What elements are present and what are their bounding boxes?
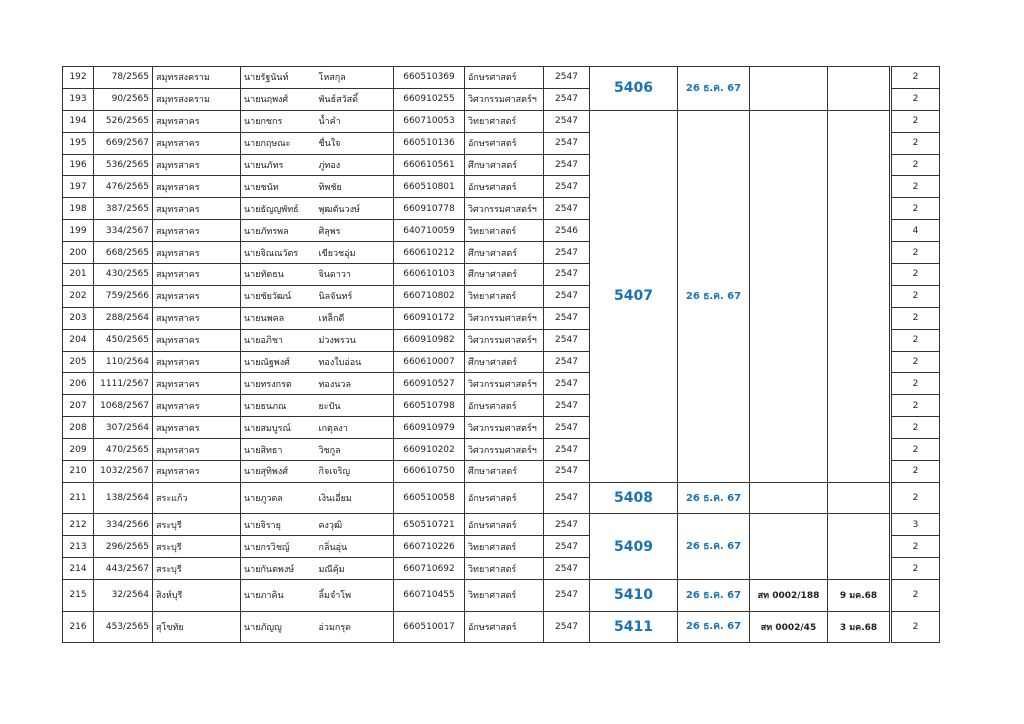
last-name: กลิ่นอุ่น [316, 536, 394, 558]
reference-number: 526/2565 [94, 110, 153, 132]
last-name: โหสกุล [316, 67, 394, 89]
first-name: นายจิรายุ [241, 514, 316, 536]
faculty: วิศวกรรมศาสตร์ฯ [465, 417, 544, 439]
faculty: ศึกษาศาสตร์ [465, 154, 544, 176]
issue-date: 26 ธ.ค. 67 [678, 482, 750, 514]
last-name: ภู่ทอง [316, 154, 394, 176]
first-name: นายรัฐนันท์ [241, 67, 316, 89]
province: สุโขทัย [153, 611, 241, 643]
count: 2 [892, 176, 940, 198]
count: 2 [892, 110, 940, 132]
doc-number [750, 110, 828, 482]
birth-year: 2547 [544, 176, 590, 198]
reference-number: 668/2565 [94, 242, 153, 264]
student-id: 660510801 [394, 176, 465, 198]
row-number: 196 [63, 154, 94, 176]
last-name: คงวุฒิ [316, 514, 394, 536]
row-number: 204 [63, 329, 94, 351]
doc-date [828, 514, 890, 580]
table-row [63, 67, 940, 89]
province: สมุทรสาคร [153, 329, 241, 351]
faculty: วิทยาศาสตร์ [465, 220, 544, 242]
faculty: ศึกษาศาสตร์ [465, 242, 544, 264]
last-name: เหล็กดี [316, 307, 394, 329]
reference-number: 288/2564 [94, 307, 153, 329]
first-name: นายกันตพงษ์ [241, 558, 316, 580]
row-number: 200 [63, 242, 94, 264]
row-number: 215 [63, 580, 94, 612]
table-row [63, 482, 940, 514]
province: สมุทรสาคร [153, 264, 241, 286]
birth-year: 2547 [544, 264, 590, 286]
row-number: 207 [63, 395, 94, 417]
first-name: นายกชกร [241, 110, 316, 132]
faculty: วิศวกรรมศาสตร์ฯ [465, 198, 544, 220]
province: สมุทรสาคร [153, 176, 241, 198]
birth-year: 2547 [544, 307, 590, 329]
doc-number: สท 0002/188 [750, 580, 828, 612]
row-number: 212 [63, 514, 94, 536]
doc-number [750, 482, 828, 514]
student-id: 660710226 [394, 536, 465, 558]
reference-number: 78/2565 [94, 67, 153, 89]
first-name: นายนภัทร [241, 154, 316, 176]
doc-number [750, 67, 828, 111]
birth-year: 2547 [544, 242, 590, 264]
doc-number: สท 0002/45 [750, 611, 828, 643]
student-id: 660910255 [394, 88, 465, 110]
reference-number: 32/2564 [94, 580, 153, 612]
first-name: นายกรวิชญ์ [241, 536, 316, 558]
birth-year: 2547 [544, 395, 590, 417]
last-name: ม่วงพรวน [316, 329, 394, 351]
student-id: 660510017 [394, 611, 465, 643]
reference-number: 443/2567 [94, 558, 153, 580]
row-number: 202 [63, 285, 94, 307]
last-name: พันธ์สวัสดิ์ [316, 88, 394, 110]
province: สระบุรี [153, 558, 241, 580]
doc-date [828, 482, 890, 514]
student-id: 660710053 [394, 110, 465, 132]
student-id: 660610103 [394, 264, 465, 286]
last-name: กิจเจริญ [316, 461, 394, 483]
doc-date: 3 มค.68 [828, 611, 890, 643]
province: สมุทรสาคร [153, 351, 241, 373]
reference-number: 90/2565 [94, 88, 153, 110]
row-number: 210 [63, 461, 94, 483]
student-id: 660710802 [394, 285, 465, 307]
first-name: นายธนภณ [241, 395, 316, 417]
birth-year: 2547 [544, 132, 590, 154]
row-number: 206 [63, 373, 94, 395]
count: 2 [892, 285, 940, 307]
birth-year: 2547 [544, 558, 590, 580]
reference-number: 669/2567 [94, 132, 153, 154]
book-number: 5406 [590, 67, 678, 111]
reference-number: 296/2565 [94, 536, 153, 558]
count: 2 [892, 373, 940, 395]
table-row [63, 110, 940, 132]
count: 2 [892, 198, 940, 220]
student-id: 660910979 [394, 417, 465, 439]
student-id: 660610007 [394, 351, 465, 373]
row-number: 209 [63, 439, 94, 461]
faculty: อักษรศาสตร์ [465, 514, 544, 536]
issue-date: 26 ธ.ค. 67 [678, 67, 750, 111]
first-name: นายสุทิพงศ์ [241, 461, 316, 483]
province: สมุทรสงคราม [153, 88, 241, 110]
birth-year: 2547 [544, 482, 590, 514]
book-number: 5410 [590, 580, 678, 612]
book-number: 5409 [590, 514, 678, 580]
faculty: วิศวกรรมศาสตร์ฯ [465, 88, 544, 110]
first-name: นายธัญญพัทธ์ [241, 198, 316, 220]
faculty: อักษรศาสตร์ [465, 482, 544, 514]
student-id: 660710455 [394, 580, 465, 612]
table-row [63, 611, 940, 643]
book-number: 5407 [590, 110, 678, 482]
faculty: ศึกษาศาสตร์ [465, 351, 544, 373]
first-name: นายกฤษณะ [241, 132, 316, 154]
count: 2 [892, 611, 940, 643]
reference-number: 334/2566 [94, 514, 153, 536]
faculty: วิทยาศาสตร์ [465, 285, 544, 307]
last-name: พุฒตันวงษ์ [316, 198, 394, 220]
first-name: นายนพคล [241, 307, 316, 329]
first-name: นายชนัท [241, 176, 316, 198]
province: สมุทรสาคร [153, 307, 241, 329]
row-number: 208 [63, 417, 94, 439]
doc-date [828, 110, 890, 482]
count: 2 [892, 264, 940, 286]
table-row [63, 580, 940, 612]
faculty: วิทยาศาสตร์ [465, 110, 544, 132]
faculty: อักษรศาสตร์ [465, 67, 544, 89]
province: สิงห์บุรี [153, 580, 241, 612]
faculty: อักษรศาสตร์ [465, 395, 544, 417]
birth-year: 2547 [544, 67, 590, 89]
faculty: วิทยาศาสตร์ [465, 558, 544, 580]
last-name: เงินเอี่ยม [316, 482, 394, 514]
birth-year: 2547 [544, 198, 590, 220]
row-number: 194 [63, 110, 94, 132]
birth-year: 2547 [544, 461, 590, 483]
last-name: ทิพชัย [316, 176, 394, 198]
last-name: ยะปัน [316, 395, 394, 417]
student-id: 660910778 [394, 198, 465, 220]
province: สมุทรสาคร [153, 417, 241, 439]
student-id: 660510136 [394, 132, 465, 154]
student-table [62, 66, 940, 643]
birth-year: 2547 [544, 351, 590, 373]
count: 2 [892, 67, 940, 89]
student-id: 660610750 [394, 461, 465, 483]
row-number: 192 [63, 67, 94, 89]
student-id: 650510721 [394, 514, 465, 536]
reference-number: 453/2565 [94, 611, 153, 643]
row-number: 198 [63, 198, 94, 220]
count: 2 [892, 482, 940, 514]
reference-number: 307/2564 [94, 417, 153, 439]
last-name: อ่วมกรุด [316, 611, 394, 643]
last-name: เขียวชอุ่ม [316, 242, 394, 264]
birth-year: 2547 [544, 110, 590, 132]
birth-year: 2547 [544, 285, 590, 307]
book-number: 5411 [590, 611, 678, 643]
faculty: วิศวกรรมศาสตร์ฯ [465, 307, 544, 329]
last-name: ศิลุพร [316, 220, 394, 242]
doc-number [750, 514, 828, 580]
birth-year: 2547 [544, 580, 590, 612]
province: สมุทรสาคร [153, 132, 241, 154]
last-name: มณีคุ้ม [316, 558, 394, 580]
student-id: 660910982 [394, 329, 465, 351]
faculty: อักษรศาสตร์ [465, 132, 544, 154]
last-name: ชื่นใจ [316, 132, 394, 154]
birth-year: 2547 [544, 611, 590, 643]
reference-number: 450/2565 [94, 329, 153, 351]
last-name: วิชกูล [316, 439, 394, 461]
province: สมุทรสาคร [153, 461, 241, 483]
reference-number: 1068/2567 [94, 395, 153, 417]
count: 2 [892, 417, 940, 439]
reference-number: 1111/2567 [94, 373, 153, 395]
count: 2 [892, 242, 940, 264]
last-name: นิลจันทร์ [316, 285, 394, 307]
faculty: ศึกษาศาสตร์ [465, 264, 544, 286]
province: สมุทรสาคร [153, 373, 241, 395]
count: 2 [892, 558, 940, 580]
first-name: นายจิณณวัตร [241, 242, 316, 264]
student-id: 660710692 [394, 558, 465, 580]
province: สมุทรสาคร [153, 439, 241, 461]
row-number: 199 [63, 220, 94, 242]
reference-number: 334/2567 [94, 220, 153, 242]
first-name: นายนฤพงศ์ [241, 88, 316, 110]
count: 2 [892, 395, 940, 417]
count: 2 [892, 439, 940, 461]
student-id: 640710059 [394, 220, 465, 242]
reference-number: 430/2565 [94, 264, 153, 286]
birth-year: 2547 [544, 373, 590, 395]
birth-year: 2547 [544, 329, 590, 351]
last-name: ทองใบอ่อน [316, 351, 394, 373]
province: สมุทรสาคร [153, 154, 241, 176]
reference-number: 138/2564 [94, 482, 153, 514]
row-number: 203 [63, 307, 94, 329]
first-name: นายณัฐพงศ์ [241, 351, 316, 373]
first-name: นายภูวดล [241, 482, 316, 514]
birth-year: 2547 [544, 417, 590, 439]
first-name: นายทรงกรต [241, 373, 316, 395]
reference-number: 110/2564 [94, 351, 153, 373]
row-number: 214 [63, 558, 94, 580]
student-id: 660910202 [394, 439, 465, 461]
reference-number: 536/2565 [94, 154, 153, 176]
count: 2 [892, 154, 940, 176]
province: สมุทรสาคร [153, 395, 241, 417]
faculty: วิศวกรรมศาสตร์ฯ [465, 439, 544, 461]
province: สมุทรสาคร [153, 220, 241, 242]
doc-date: 9 มค.68 [828, 580, 890, 612]
province: สมุทรสาคร [153, 198, 241, 220]
last-name: ลิ้มจำโพ [316, 580, 394, 612]
faculty: อักษรศาสตร์ [465, 611, 544, 643]
province: สมุทรสาคร [153, 285, 241, 307]
count: 2 [892, 461, 940, 483]
doc-date [828, 67, 890, 111]
reference-number: 1032/2567 [94, 461, 153, 483]
count: 2 [892, 88, 940, 110]
reference-number: 476/2565 [94, 176, 153, 198]
issue-date: 26 ธ.ค. 67 [678, 514, 750, 580]
table-row [63, 514, 940, 536]
row-number: 201 [63, 264, 94, 286]
birth-year: 2547 [544, 536, 590, 558]
birth-year: 2546 [544, 220, 590, 242]
reference-number: 470/2565 [94, 439, 153, 461]
reference-number: 759/2566 [94, 285, 153, 307]
first-name: นายภัญญู [241, 611, 316, 643]
count: 2 [892, 536, 940, 558]
count: 2 [892, 329, 940, 351]
student-id: 660610561 [394, 154, 465, 176]
last-name: น้ำคำ [316, 110, 394, 132]
count: 2 [892, 580, 940, 612]
province: สมุทรสงคราม [153, 67, 241, 89]
province: สมุทรสาคร [153, 110, 241, 132]
birth-year: 2547 [544, 88, 590, 110]
province: สระแก้ว [153, 482, 241, 514]
student-id: 660510058 [394, 482, 465, 514]
book-number: 5408 [590, 482, 678, 514]
issue-date: 26 ธ.ค. 67 [678, 110, 750, 482]
student-id: 660610212 [394, 242, 465, 264]
first-name: นายชัยวัฒน์ [241, 285, 316, 307]
birth-year: 2547 [544, 154, 590, 176]
faculty: วิทยาศาสตร์ [465, 536, 544, 558]
row-number: 211 [63, 482, 94, 514]
student-id: 660910527 [394, 373, 465, 395]
last-name: จินดาวา [316, 264, 394, 286]
issue-date: 26 ธ.ค. 67 [678, 580, 750, 612]
last-name: ทองนวล [316, 373, 394, 395]
count: 2 [892, 307, 940, 329]
student-id: 660510369 [394, 67, 465, 89]
last-name: เกตุลงา [316, 417, 394, 439]
first-name: นายสมบูรณ์ [241, 417, 316, 439]
first-name: นายอภิชา [241, 329, 316, 351]
province: สระบุรี [153, 514, 241, 536]
birth-year: 2547 [544, 439, 590, 461]
province: สระบุรี [153, 536, 241, 558]
reference-number: 387/2565 [94, 198, 153, 220]
first-name: นายภาคิน [241, 580, 316, 612]
faculty: วิศวกรรมศาสตร์ฯ [465, 329, 544, 351]
row-number: 193 [63, 88, 94, 110]
row-number: 213 [63, 536, 94, 558]
student-id: 660910172 [394, 307, 465, 329]
faculty: วิทยาศาสตร์ [465, 580, 544, 612]
first-name: นายภัทรพล [241, 220, 316, 242]
student-id: 660510798 [394, 395, 465, 417]
province: สมุทรสาคร [153, 242, 241, 264]
first-name: นายทัตธน [241, 264, 316, 286]
first-name: นายสิทธา [241, 439, 316, 461]
issue-date: 26 ธ.ค. 67 [678, 611, 750, 643]
row-number: 197 [63, 176, 94, 198]
birth-year: 2547 [544, 514, 590, 536]
faculty: อักษรศาสตร์ [465, 176, 544, 198]
row-number: 195 [63, 132, 94, 154]
count: 2 [892, 351, 940, 373]
count: 2 [892, 132, 940, 154]
count: 4 [892, 220, 940, 242]
count: 3 [892, 514, 940, 536]
faculty: วิศวกรรมศาสตร์ฯ [465, 373, 544, 395]
row-number: 205 [63, 351, 94, 373]
row-number: 216 [63, 611, 94, 643]
faculty: ศึกษาศาสตร์ [465, 461, 544, 483]
